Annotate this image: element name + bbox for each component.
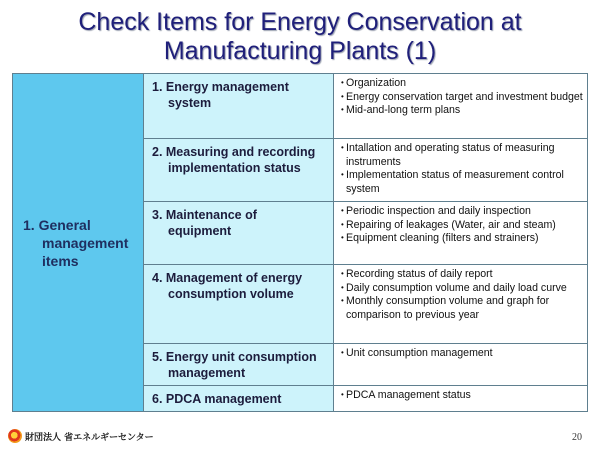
category-label-line-1: 1. General: [23, 216, 91, 233]
detail-bullet: • Recording status of daily report: [342, 268, 584, 282]
item-label: 2. Measuring and recording: [152, 145, 316, 159]
detail-cell: [334, 344, 588, 386]
detail-bullet: • Mid-and-long term plans: [342, 104, 584, 118]
item-label: 1. Energy management: [152, 80, 289, 94]
item-label-cont: consumption volume: [168, 287, 294, 301]
category-cell: [13, 74, 144, 412]
detail-bullet: • Periodic inspection and daily inspection: [342, 205, 584, 219]
item-cell: [144, 202, 334, 265]
check-items-table: [12, 73, 588, 412]
page-number: 20: [572, 432, 582, 443]
detail-bullet: • Organization: [342, 77, 584, 91]
item-label-cont: implementation status: [168, 161, 301, 175]
slide-title: [0, 8, 600, 66]
detail-bullet: • PDCA management status: [342, 389, 584, 403]
item-label-cont: equipment: [168, 224, 232, 238]
detail-bullet: • Intallation and operating status of measuring instruments: [342, 142, 584, 169]
detail-cell: [334, 386, 588, 412]
detail-cell: [334, 139, 588, 202]
item-label: 3. Maintenance of: [152, 208, 257, 222]
item-label: 4. Management of energy: [152, 271, 303, 285]
category-label-line-3: items: [42, 252, 79, 269]
item-label-cont: system: [168, 96, 212, 110]
detail-bullet: • Equipment cleaning (filters and strainers): [342, 232, 584, 246]
item-cell: [144, 344, 334, 386]
item-label: 6. PDCA management: [152, 392, 282, 406]
item-cell: [144, 265, 334, 344]
detail-bullet: • Repairing of leakages (Water, air and steam): [342, 219, 584, 233]
footer-logo: [8, 428, 154, 444]
detail-bullet: • Monthly consumption volume and graph for comparison to previous year: [342, 295, 584, 322]
detail-bullet: • Unit consumption management: [342, 347, 584, 361]
item-cell: [144, 74, 334, 139]
item-label-cont: management: [168, 366, 246, 380]
detail-cell: [334, 74, 588, 139]
organization-name: 財団法人 省エネルギーセンター: [25, 432, 154, 443]
sun-logo-icon: [8, 429, 22, 443]
item-cell: [144, 139, 334, 202]
item-cell: [144, 386, 334, 412]
slide-title-line-1: Check Items for Energy Conservation at: [78, 8, 522, 36]
detail-bullet: • Implementation status of measurement control system: [342, 169, 584, 196]
category-label-line-2: management: [42, 234, 129, 251]
item-label: 5. Energy unit consumption: [152, 350, 317, 364]
slide-title-line-2: Manufacturing Plants (1): [163, 37, 437, 65]
table-row: [13, 74, 588, 139]
detail-bullet: • Energy conservation target and investment budget: [342, 91, 584, 105]
detail-cell: [334, 202, 588, 265]
detail-bullet: • Daily consumption volume and daily load curve: [342, 282, 584, 296]
detail-cell: [334, 265, 588, 344]
